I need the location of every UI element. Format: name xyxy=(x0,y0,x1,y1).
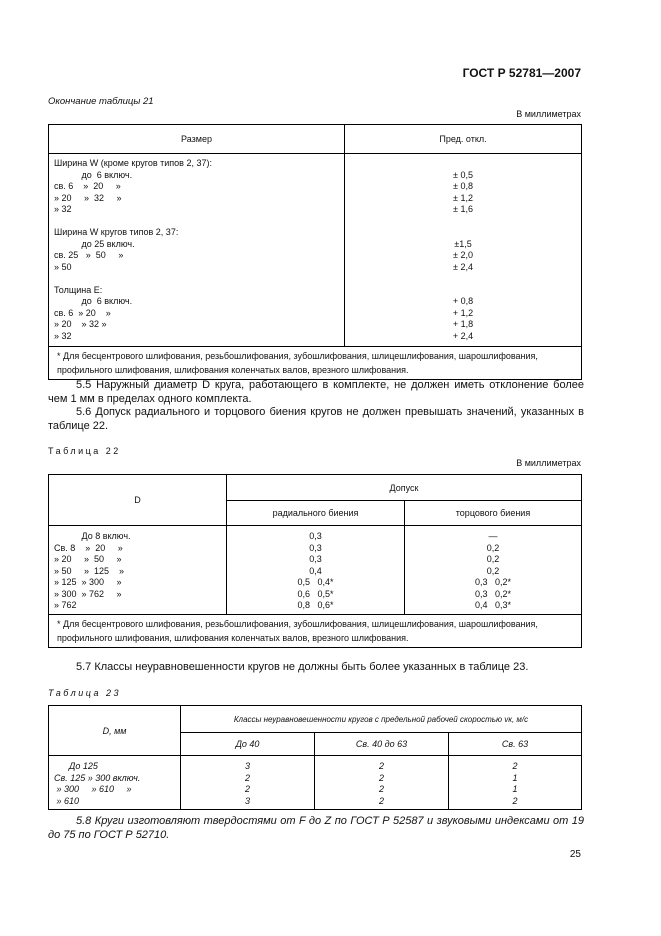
paragraph-5-5: 5.5 Наружный диаметр D круга, работающего в комплекте, не должен иметь отклонение более чем 1 мм в пределах одного комплекта. xyxy=(48,379,584,405)
t23-d: До 125 xyxy=(54,761,98,771)
t21-tol xyxy=(345,158,581,170)
t21-size: » 32 xyxy=(54,204,72,214)
table-23 xyxy=(48,705,582,810)
t21-tol xyxy=(345,273,581,285)
t23-class: 2 xyxy=(244,784,250,794)
t21-header-size: Размер xyxy=(49,125,345,154)
table-21 xyxy=(48,124,582,380)
t21-size: до 25 включ. xyxy=(54,238,135,249)
t23-class: 3 xyxy=(244,761,250,771)
t23-over-63-column xyxy=(449,756,582,810)
table-21-unit: В миллиметрах xyxy=(516,109,581,119)
t23-header-40-63: Св. 40 до 63 xyxy=(315,733,449,756)
t22-d: » 762 xyxy=(54,600,77,610)
t22-header-axial: торцового биения xyxy=(405,501,582,526)
t23-class: 1 xyxy=(512,772,518,783)
t21-tol: ± 0,8 xyxy=(453,181,473,191)
t23-class: 3 xyxy=(244,795,250,806)
t23-d: Св. 125 » 300 включ. xyxy=(54,772,141,783)
t21-tolerance-column xyxy=(345,154,582,347)
t21-tol xyxy=(345,216,581,228)
paragraph-5-6: 5.6 Допуск радиального и торцового биения кругов не должен превышать значений, указанных в таблице 22. xyxy=(48,406,584,432)
t21-tol xyxy=(345,227,581,239)
t21-size: » 50 xyxy=(54,261,72,272)
t21-footnote: * Для бесцентрового шлифования, резьбошлифования, зубошлифования, шлицешлифования, шарошлифования, профильного шлифования, шлифования коленчатых валов, врезного шлифования. xyxy=(49,347,582,380)
t21-size: Ширина W (кроме кругов типов 2, 37): xyxy=(54,158,212,168)
t21-tol: + 1,2 xyxy=(452,307,474,318)
t21-header-tolerance: Пред. откл. xyxy=(345,125,582,154)
t23-class: 2 xyxy=(378,795,384,806)
t21-size-column xyxy=(49,154,345,347)
t22-radial: 0,3 xyxy=(309,542,322,553)
t22-axial: 0,3 0,2* xyxy=(474,588,512,599)
t22-d: » 50 » 125 » xyxy=(54,565,125,576)
t21-tol: ± 2,4 xyxy=(453,261,473,272)
t22-header-radial: радиального биения xyxy=(227,501,405,526)
t22-axial-column xyxy=(405,526,582,615)
t21-size: св. 6 » 20 » xyxy=(54,307,111,318)
t22-axial: 0,2 xyxy=(486,542,500,553)
t21-size: Ширина W кругов типов 2, 37: xyxy=(54,227,179,237)
t22-footnote: * Для бесцентрового шлифования, резьбошлифования, зубошлифования, шлицешлифования, шарошлифования, профильного шлифования, шлифования коленчатых валов, врезного шлифования. xyxy=(49,614,582,647)
t22-d: » 20 » 50 » xyxy=(54,554,122,564)
paragraph-5-8: 5.8 Круги изготовляют твердостями от F до Z по ГОСТ Р 52587 и звуковыми индексами от 19 до 75 по ГОСТ Р 52710. xyxy=(48,815,584,841)
t23-class: 2 xyxy=(378,772,384,783)
t21-size: » 32 xyxy=(54,330,72,341)
t22-axial: — xyxy=(488,531,498,541)
t21-tol xyxy=(345,285,581,297)
t23-header-classes: Классы неуравновешенности кругов с предельной рабочей скоростью vк, м/с xyxy=(181,706,582,733)
t23-40-63-column xyxy=(315,756,449,810)
t21-tol: ± 1,2 xyxy=(453,192,473,203)
t21-size xyxy=(54,273,344,285)
t21-size: до 6 включ. xyxy=(54,296,133,306)
t21-size: Толщина E: xyxy=(54,284,103,295)
t22-radial: 0,8 0,6* xyxy=(297,600,334,610)
t22-axial: 0,3 0,2* xyxy=(474,577,512,587)
t22-radial: 0,4 xyxy=(309,565,322,576)
t21-tol: + 0,8 xyxy=(452,296,474,306)
t21-size: » 20 » 32 » xyxy=(54,192,122,203)
t23-class: 2 xyxy=(378,761,384,771)
t21-size: св. 6 » 20 » xyxy=(54,181,121,191)
table-22-unit: В миллиметрах xyxy=(516,458,581,468)
t22-radial: 0,3 xyxy=(309,531,322,541)
t22-header-d: D xyxy=(49,475,227,526)
paragraph-5-7: 5.7 Классы неуравновешенности кругов не должны быть более указанных в таблице 23. xyxy=(76,661,529,673)
t22-d: » 300 » 762 » xyxy=(54,588,122,599)
t21-tol: + 1,8 xyxy=(452,319,474,329)
t22-radial: 0,6 0,5* xyxy=(297,588,334,599)
t23-header-up-to-40: До 40 xyxy=(181,733,315,756)
t23-class: 1 xyxy=(512,784,518,794)
t22-header-tolerance: Допуск xyxy=(227,475,582,501)
t21-size: » 20 » 32 » xyxy=(54,319,107,329)
t22-d: Св. 8 » 20 » xyxy=(54,542,123,553)
t23-header-over-63: Св. 63 xyxy=(449,733,582,756)
t21-tol: ± 2,0 xyxy=(453,250,473,260)
t23-up-to-40-column xyxy=(181,756,315,810)
t23-class: 2 xyxy=(512,795,518,806)
t21-tol: ± 0,5 xyxy=(453,169,473,180)
t23-class: 2 xyxy=(512,761,518,771)
t22-d-column xyxy=(49,526,227,615)
document-header: ГОСТ Р 52781—2007 xyxy=(462,66,581,80)
table-22-caption: Таблица 22 xyxy=(48,446,121,456)
table-22 xyxy=(48,474,582,648)
t23-class: 2 xyxy=(244,772,250,783)
t21-tol: ±1,5 xyxy=(454,238,472,249)
table-21-caption: Окончание таблицы 21 xyxy=(48,96,154,107)
t21-tol: + 2,4 xyxy=(452,330,474,341)
table-23-caption: Таблица 23 xyxy=(48,688,122,698)
t22-d: До 8 включ. xyxy=(54,531,131,541)
t21-size xyxy=(54,216,344,228)
t21-size: св. 25 » 50 » xyxy=(54,250,124,260)
t21-tol: ± 1,6 xyxy=(453,204,473,214)
t23-class: 2 xyxy=(378,784,384,794)
t22-axial: 0,4 0,3* xyxy=(474,600,512,610)
t23-d: » 300 » 610 » xyxy=(54,784,132,794)
t22-d: » 125 » 300 » xyxy=(54,577,122,587)
t22-radial: 0,5 0,4* xyxy=(297,577,334,587)
page-number: 25 xyxy=(569,849,581,860)
t23-d: » 610 xyxy=(54,795,80,806)
t22-radial: 0,3 xyxy=(309,554,322,564)
t22-axial: 0,2 xyxy=(486,565,500,576)
t23-header-d: D, мм xyxy=(49,706,181,756)
t22-radial-column xyxy=(227,526,405,615)
t23-d-column xyxy=(49,756,181,810)
t22-axial: 0,2 xyxy=(486,554,500,564)
t21-size: до 6 включ. xyxy=(54,169,133,180)
